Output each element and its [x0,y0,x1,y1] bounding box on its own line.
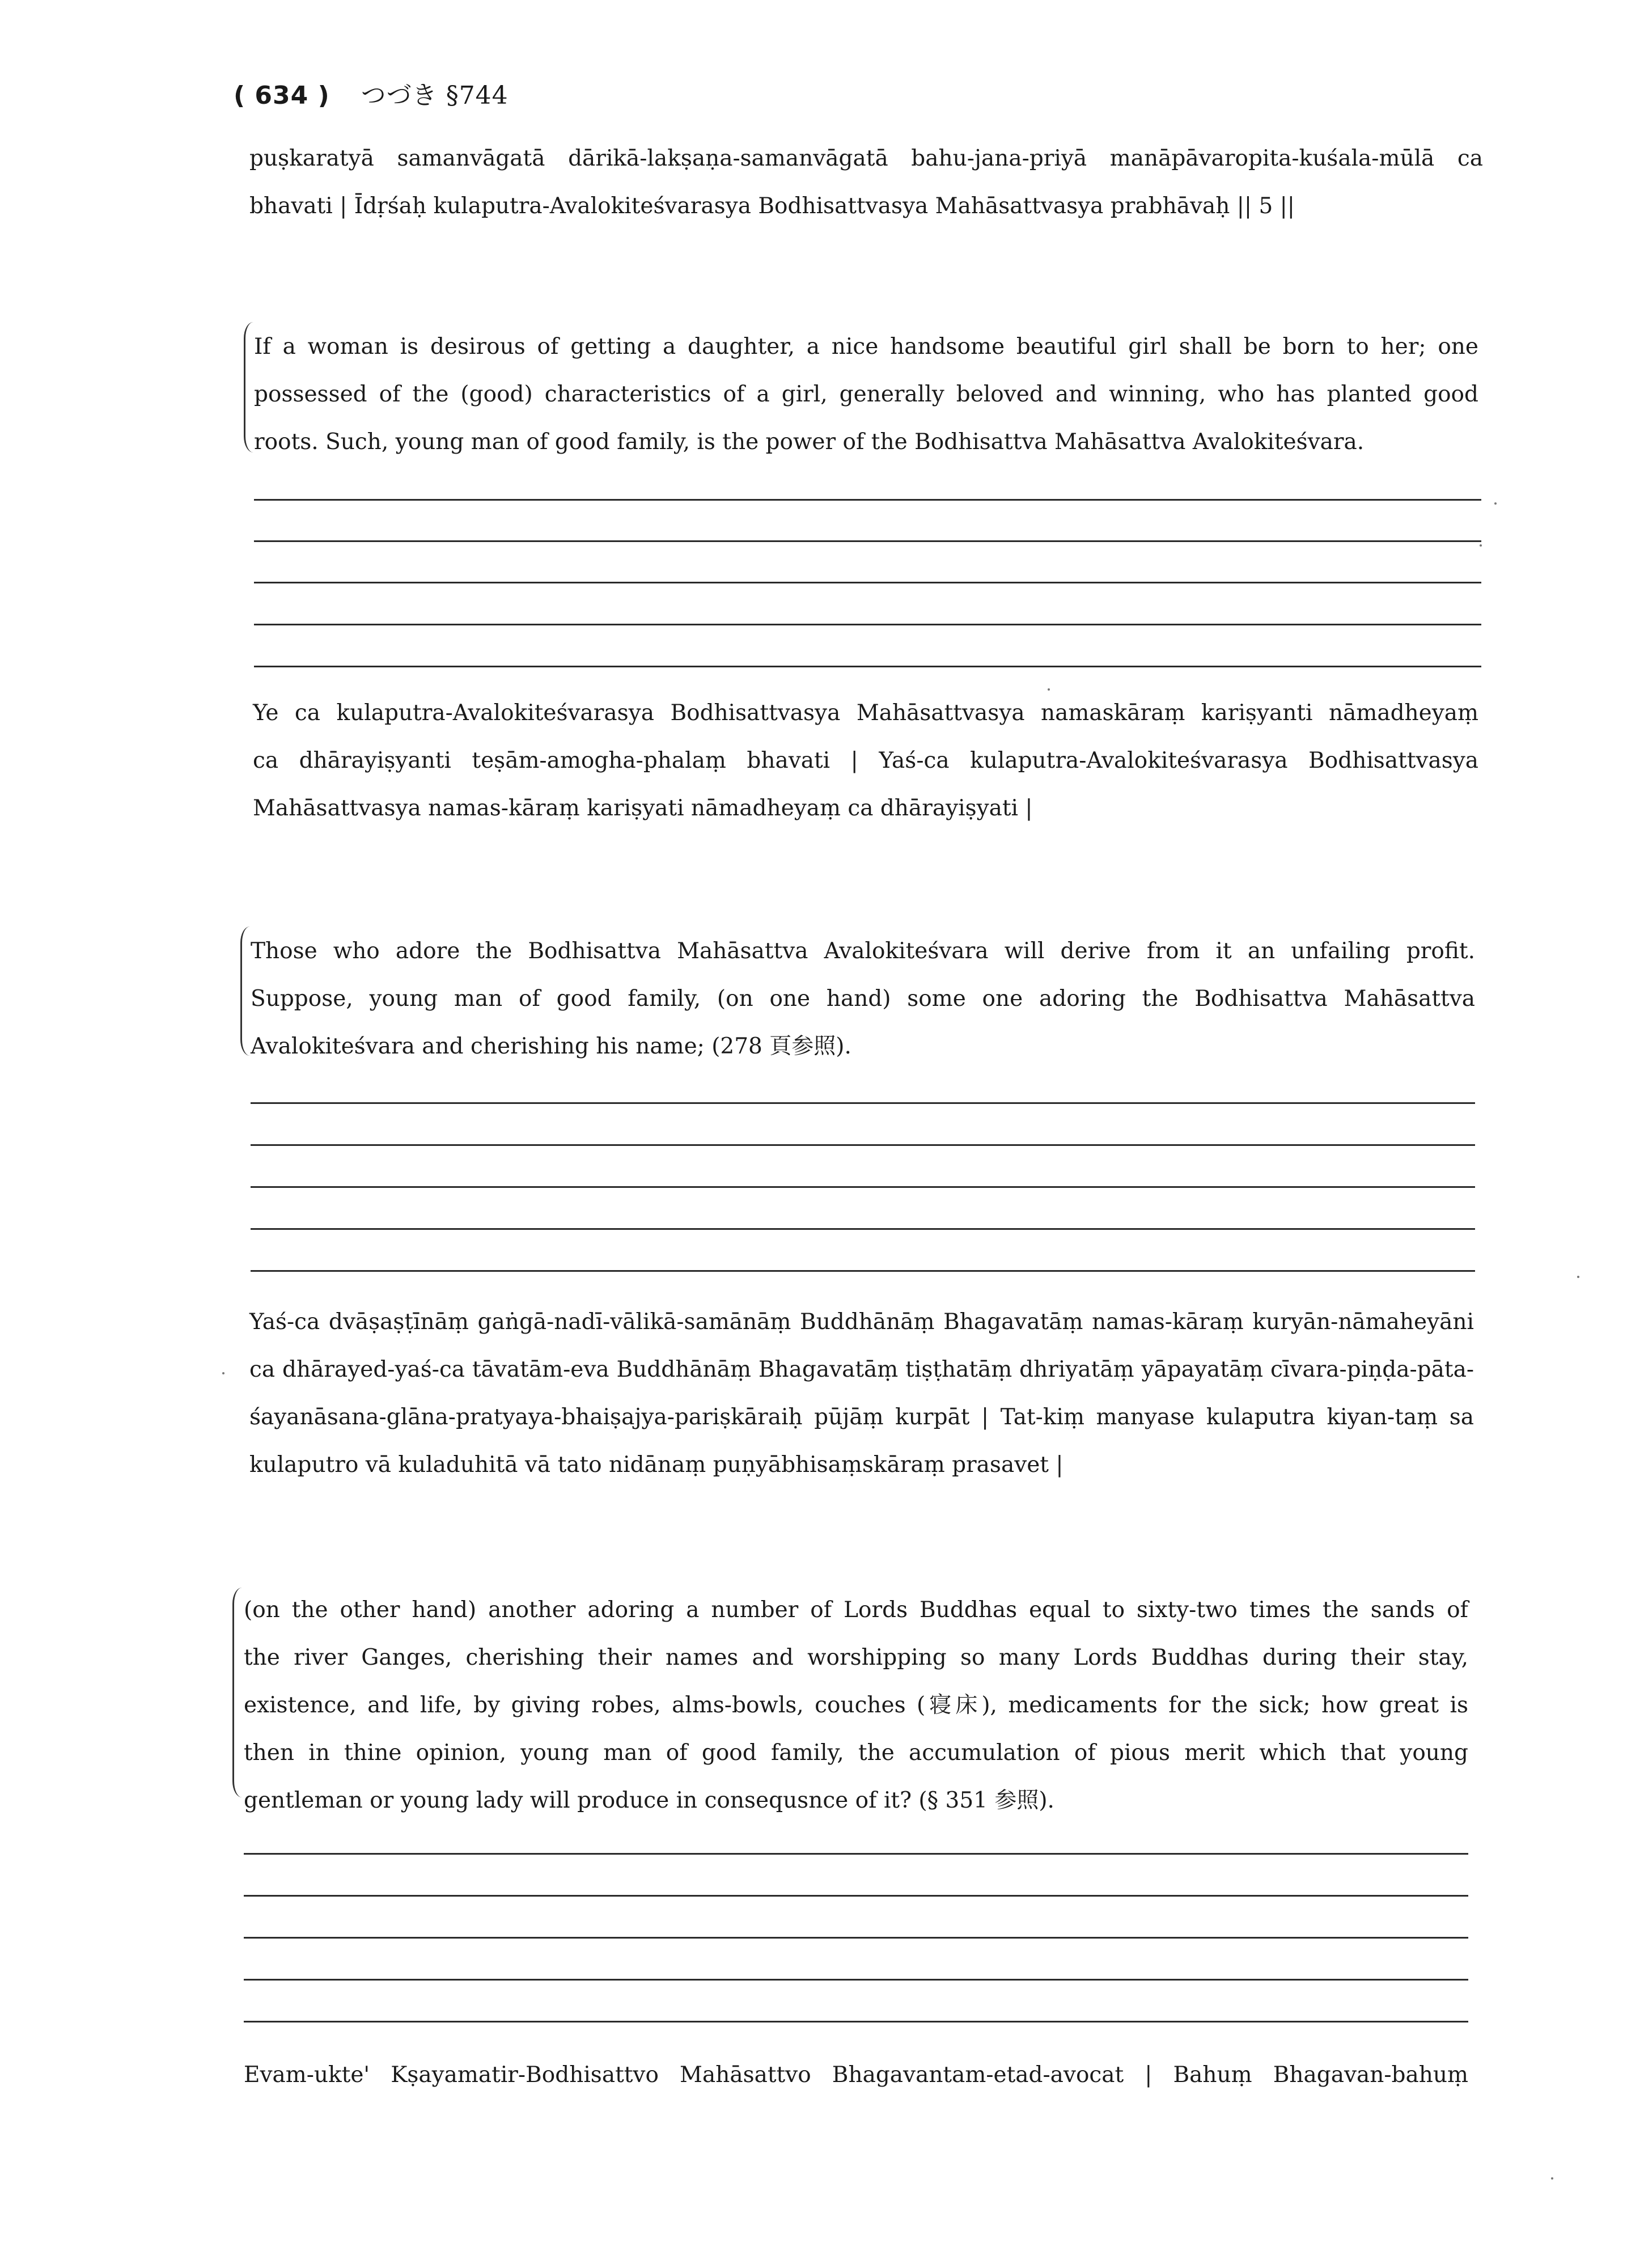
writing-line [251,1144,1475,1146]
writing-line [244,1895,1468,1897]
text-line: Mahāsattvasya namas-kāraṃ kariṣyati nāmadheyaṃ ca dhārayiṣyati | [253,796,1033,821]
text-line: Those who adore the Bodhisattva Mahāsattva Avalokiteśvara will derive from it an unfailing profit. [251,938,1475,964]
translation-passage-1 [254,323,1478,466]
writing-line [251,1270,1475,1272]
bracket-mark [244,322,253,452]
sanskrit-passage-2 [253,689,1478,832]
writing-line [254,540,1481,542]
text-line: existence, and life, by giving robes, alms-bowls, couches (寝床), medicaments for the sick; how great is [244,1692,1468,1718]
section-label: つづき §744 [361,81,509,110]
text-line: Yaś-ca dvāṣaṣṭīnāṃ gaṅgā-nadī-vālikā-samānāṃ Buddhānāṃ Bhagavatāṃ namas-kāraṃ kuryān-nāmaheyāni [249,1309,1474,1335]
text-line: kulaputro vā kuladuhitā vā tato nidānaṃ puṇyābhisaṃskāraṃ prasavet | [249,1452,1063,1478]
sanskrit-passage-4 [244,2051,1468,2099]
translation-passage-2 [251,928,1475,1070]
text-line: (on the other hand) another adoring a number of Lords Buddhas equal to sixty-two times the sands of [244,1597,1468,1623]
text-line: Suppose, young man of good family, (on one hand) some one adoring the Bodhisattva Mahāsattva [251,986,1475,1012]
page-number: ( 634 ) [234,81,330,110]
scan-speck [1577,1276,1579,1278]
bracket-mark [232,1588,242,1797]
translation-passage-3 [244,1586,1468,1825]
scan-speck [1494,502,1497,505]
text-line: the river Ganges, cherishing their names and worshipping so many Lords Buddhas during their stay, [244,1645,1468,1670]
scan-speck [1480,544,1482,547]
writing-line [244,1853,1468,1855]
text-line: ca dhārayed-yaś-ca tāvatām-eva Buddhānāṃ Bhagavatāṃ tiṣṭhatāṃ dhriyatāṃ yāpayatāṃ cīvara-piṇḍa-pāta- [249,1357,1474,1382]
text-line: Evam-ukte' Kṣayamatir-Bodhisattvo Mahāsattvo Bhagavantam-etad-avocat | Bahuṃ Bhagavan-bahuṃ [244,2062,1468,2088]
sanskrit-passage-1 [249,135,1483,230]
writing-line [254,624,1481,625]
scan-speck [222,1372,224,1374]
text-line: bhavati | Īdṛśaḥ kulaputra-Avalokiteśvarasya Bodhisattvasya Mahāsattvasya prabhāvaḥ || 5 || [249,193,1295,219]
text-line: gentleman or young lady will produce in consequsnce of it? (§ 351 参照). [244,1788,1054,1813]
running-header [234,75,509,111]
bracket-mark [240,926,250,1056]
text-line: If a woman is desirous of getting a daughter, a nice handsome beautiful girl shall be born to her; one [254,334,1478,359]
text-line: ca dhārayiṣyanti teṣām-amogha-phalaṃ bhavati | Yaś-ca kulaputra-Avalokiteśvarasya Bodhisattvasya [253,748,1478,773]
scan-speck [1551,2177,1553,2180]
text-line: śayanāsana-glāna-pratyaya-bhaiṣajya-pariṣkāraiḥ pūjāṃ kurpāt | Tat-kiṃ manyase kulaputra kiyan-taṃ sa [249,1404,1474,1430]
writing-line [244,1979,1468,1981]
writing-line [251,1102,1475,1104]
scan-speck [1048,688,1050,691]
writing-line [254,666,1481,667]
writing-line [254,582,1481,583]
text-line: then in thine opinion, young man of good family, the accumulation of pious merit which that young [244,1740,1468,1766]
writing-line [251,1228,1475,1230]
writing-line [254,499,1481,501]
writing-line [244,1937,1468,1939]
writing-line [244,2021,1468,2022]
text-line: possessed of the (good) characteristics of a girl, generally beloved and winning, who has planted good [254,382,1478,407]
sanskrit-passage-3 [249,1298,1474,1489]
text-line: Ye ca kulaputra-Avalokiteśvarasya Bodhisattvasya Mahāsattvasya namaskāraṃ kariṣyanti nāmadheyaṃ [253,700,1478,726]
text-line: Avalokiteśvara and cherishing his name; (278 頁参照). [251,1034,851,1059]
text-line: roots. Such, young man of good family, is the power of the Bodhisattva Mahāsattva Avalokiteśvara. [254,429,1365,455]
writing-line [251,1186,1475,1188]
text-line: puṣkaratyā samanvāgatā dārikā-lakṣaṇa-samanvāgatā bahu-jana-priyā manāpāvaropita-kuśala-mūlā ca [249,146,1483,171]
